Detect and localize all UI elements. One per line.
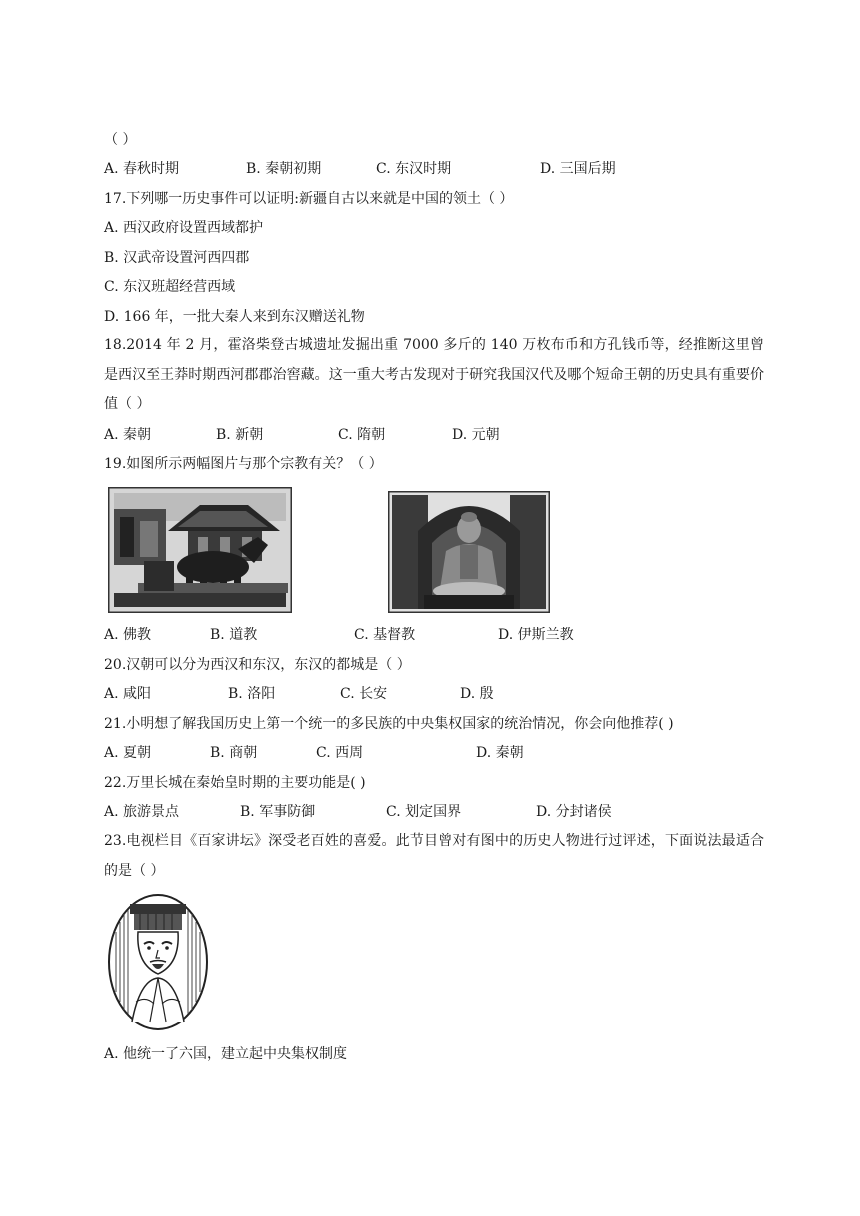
- q22-option-a[interactable]: A. 旅游景点: [104, 804, 180, 820]
- q20-option-d[interactable]: D. 殷: [460, 686, 494, 702]
- q18-option-c[interactable]: C. 隋朝: [338, 427, 386, 443]
- q18-option-d[interactable]: D. 元朝: [452, 427, 500, 443]
- q18-stem: 18.2014 年 2 月，霍洛柴登古城遗址发掘出重 7000 多斤的 140 万枚布币和方孔钱币等，经推断这里曾是西汉至王莽时期西河郡郡治窖藏。这一重大考古发现对于研究我国汉代及哪个短命王朝的历史具有重要价值（ ）: [104, 337, 764, 412]
- q21-option-d[interactable]: D. 秦朝: [476, 745, 524, 761]
- q22-option-c[interactable]: C. 划定国界: [386, 804, 462, 820]
- q19-option-b[interactable]: B. 道教: [210, 627, 258, 643]
- q18-options: [104, 425, 764, 445]
- qin-shi-huang-portrait: [106, 892, 210, 1032]
- q17-option-d[interactable]: D. 166 年，一批大秦人来到东汉赠送礼物: [104, 309, 365, 325]
- q23-option-a[interactable]: A. 他统一了六国，建立起中央集权制度: [104, 1046, 348, 1062]
- q16-option-b[interactable]: B. 秦朝初期: [246, 161, 322, 177]
- q19-option-a[interactable]: A. 佛教: [104, 627, 152, 643]
- q20-options: [104, 684, 764, 704]
- q22-stem: 22.万里长城在秦始皇时期的主要功能是( ): [104, 775, 366, 791]
- q17-option-a[interactable]: A. 西汉政府设置西域都护: [104, 220, 264, 236]
- q20-option-b[interactable]: B. 洛阳: [228, 686, 276, 702]
- temple-horse-statue-photo: [108, 487, 292, 613]
- q21-options: [104, 743, 764, 763]
- q16-option-a[interactable]: A. 春秋时期: [104, 161, 180, 177]
- q17-stem: 17.下列哪一历史事件可以证明:新疆自古以来就是中国的领土（ ）: [104, 191, 514, 207]
- q17-option-c[interactable]: C. 东汉班超经营西域: [104, 279, 236, 295]
- q23-stem: 23.电视栏目《百家讲坛》深受老百姓的喜爱。此节目曾对有图中的历史人物进行过评述，下面说法最适合的是（ ）: [104, 833, 764, 879]
- q18-option-b[interactable]: B. 新朝: [216, 427, 264, 443]
- q19-option-c[interactable]: C. 基督教: [354, 627, 416, 643]
- buddha-grotto-photo: [388, 491, 550, 613]
- q21-stem: 21.小明想了解我国历史上第一个统一的多民族的中央集权国家的统治情况，你会向他推荐( ): [104, 716, 674, 732]
- q21-option-c[interactable]: C. 西周: [316, 745, 364, 761]
- q16-option-c[interactable]: C. 东汉时期: [376, 161, 452, 177]
- q17-option-b[interactable]: B. 汉武帝设置河西四郡: [104, 250, 250, 266]
- q20-stem: 20.汉朝可以分为西汉和东汉，东汉的都城是（ ）: [104, 657, 411, 673]
- q21-option-b[interactable]: B. 商朝: [210, 745, 258, 761]
- q22-options: [104, 802, 764, 822]
- q21-option-a[interactable]: A. 夏朝: [104, 745, 152, 761]
- q19-stem: 19.如图所示两幅图片与那个宗教有关？（ ）: [104, 456, 383, 472]
- q22-option-d[interactable]: D. 分封诸侯: [536, 804, 612, 820]
- q22-option-b[interactable]: B. 军事防御: [240, 804, 316, 820]
- q19-options: [104, 625, 764, 645]
- q20-option-a[interactable]: A. 咸阳: [104, 686, 152, 702]
- q16-option-d[interactable]: D. 三国后期: [540, 161, 616, 177]
- q16-options: [104, 159, 764, 179]
- q18-option-a[interactable]: A. 秦朝: [104, 427, 152, 443]
- q16-paren: （ ）: [104, 132, 137, 148]
- q19-option-d[interactable]: D. 伊斯兰教: [498, 627, 574, 643]
- q20-option-c[interactable]: C. 长安: [340, 686, 388, 702]
